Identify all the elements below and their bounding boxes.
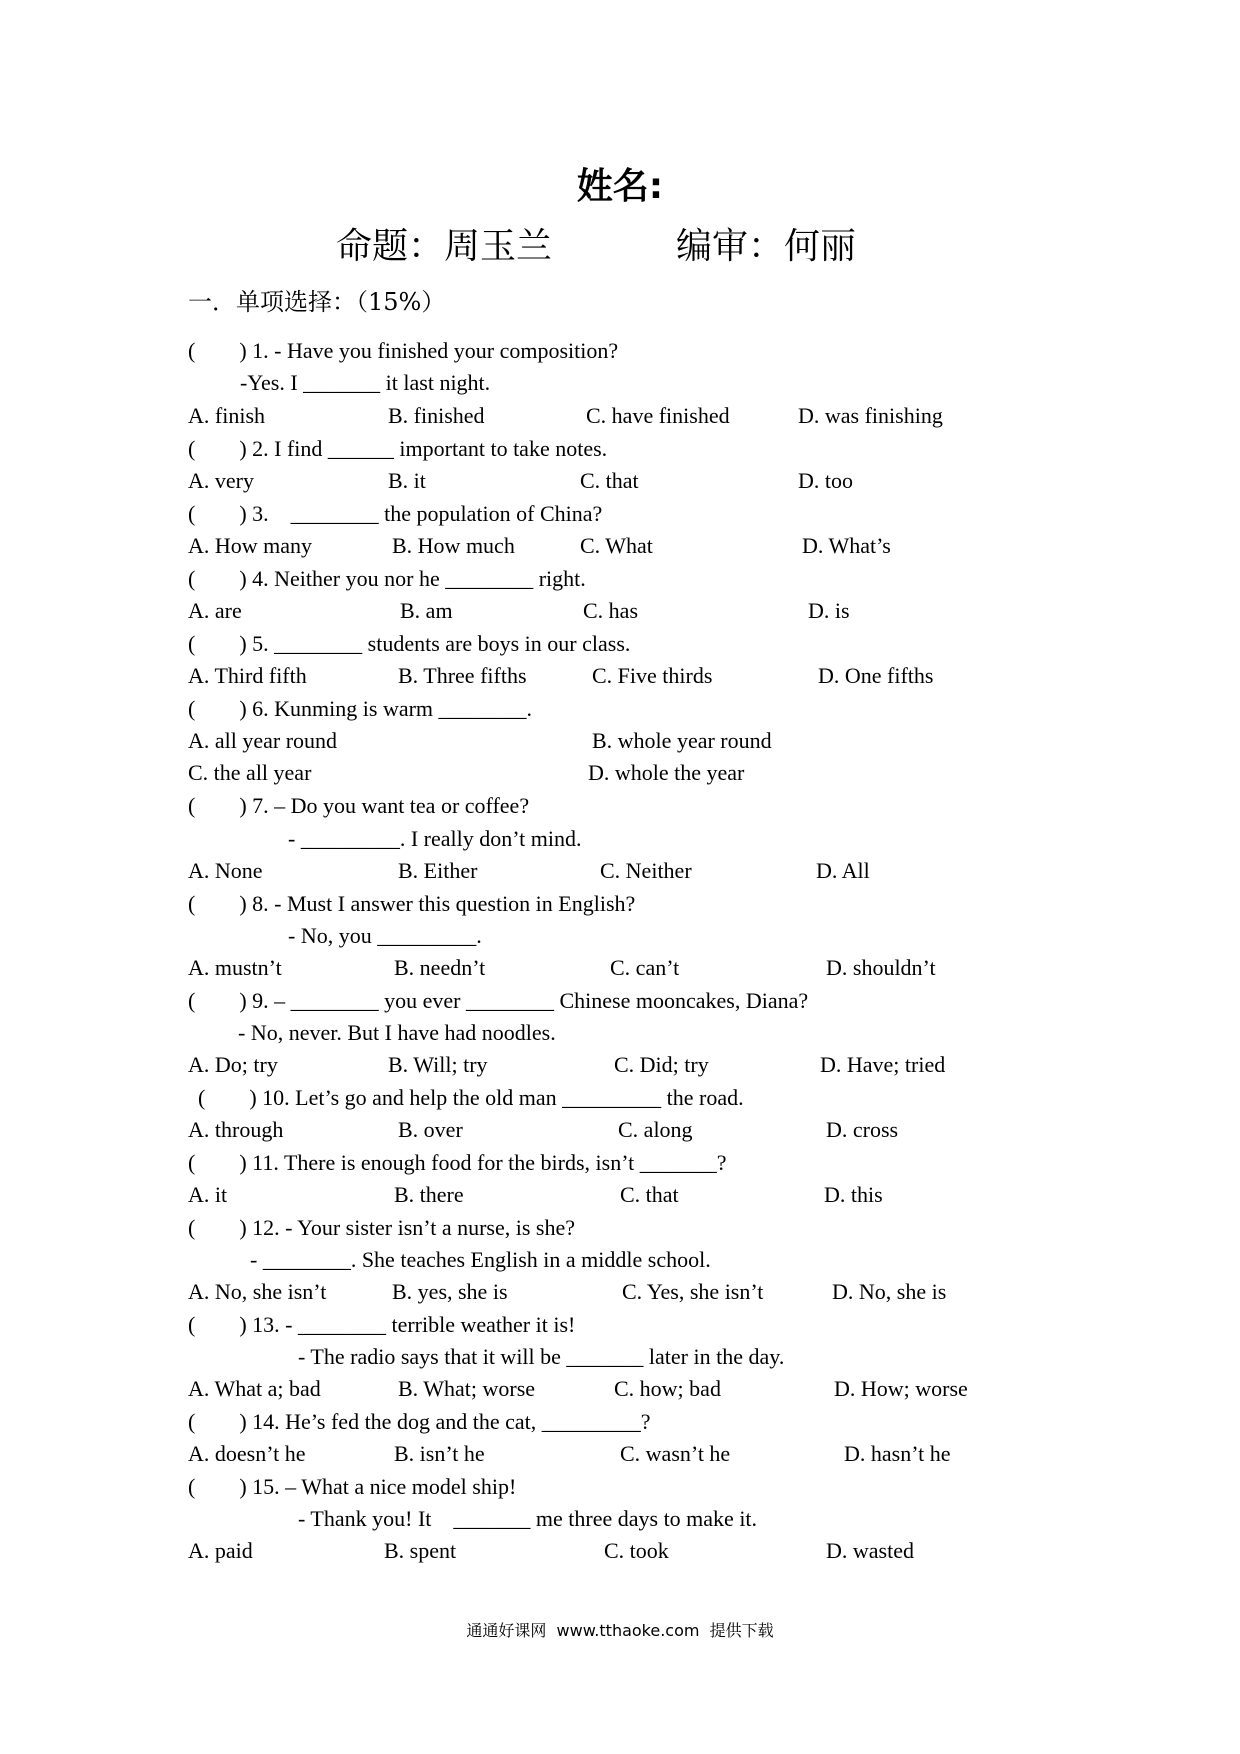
option-d: D. shouldn’t [826, 955, 936, 980]
option-b: B. needn’t [394, 955, 486, 980]
option-a: A. No, she isn’t [188, 1279, 327, 1304]
question-2: ( ) 2. I find ______ important to take notes. [188, 436, 608, 461]
option-b: B. How much [392, 533, 515, 558]
option-c: C. took [604, 1538, 669, 1563]
option-c: C. how; bad [614, 1376, 721, 1401]
option-c: C. that [620, 1182, 679, 1207]
question-4: ( ) 4. Neither you nor he ________ right. [188, 566, 586, 591]
option-d: D. How; worse [834, 1376, 968, 1401]
option-b: B. over [398, 1117, 463, 1142]
name-field-label: 姓名: [576, 166, 664, 207]
question-15-reply: - Thank you! It _______ me three days to make it. [298, 1506, 758, 1531]
option-a: A. finish [188, 403, 265, 428]
option-a: A. are [188, 598, 242, 623]
option-a: A. Third fifth [188, 663, 307, 688]
option-d: D. Have; tried [820, 1052, 946, 1077]
question-7-reply: - _________. I really don’t mind. [288, 826, 582, 851]
option-a: A. What a; bad [188, 1376, 321, 1401]
option-c: C. Yes, she isn’t [622, 1279, 764, 1304]
option-b: B. Will; try [388, 1052, 488, 1077]
option-c: C. have finished [586, 403, 730, 428]
option-c: C. has [583, 598, 638, 623]
option-d: D. No, she is [832, 1279, 947, 1304]
option-d: D. whole the year [588, 760, 745, 785]
option-a: A. None [188, 858, 263, 883]
option-c: C. the all year [188, 760, 312, 785]
option-c: C. What [580, 533, 653, 558]
option-b: B. whole year round [592, 728, 772, 753]
reviewer-label: 编审：何丽 [676, 226, 857, 267]
option-a: A. doesn’t he [188, 1441, 306, 1466]
option-b: B. Either [398, 858, 478, 883]
question-8-reply: - No, you _________. [288, 923, 482, 948]
option-b: B. am [400, 598, 453, 623]
question-1-reply: -Yes. I _______ it last night. [240, 370, 491, 395]
question-1: ( ) 1. - Have you finished your composition? [188, 338, 619, 363]
question-6: ( ) 6. Kunming is warm ________. [188, 696, 533, 721]
option-a: A. through [188, 1117, 284, 1142]
option-a: A. How many [188, 533, 313, 558]
question-11: ( ) 11. There is enough food for the birds, isn’t _______? [188, 1150, 727, 1175]
option-b: B. it [388, 468, 426, 493]
option-a: A. it [188, 1182, 228, 1207]
option-d: D. wasted [826, 1538, 914, 1563]
question-14: ( ) 14. He’s fed the dog and the cat, _________? [188, 1409, 651, 1434]
option-b: B. Three fifths [398, 663, 527, 688]
section-title: 一．单项选择：（15%） [188, 288, 446, 316]
option-b: B. isn’t he [394, 1441, 485, 1466]
option-c: C. wasn’t he [620, 1441, 731, 1466]
question-9-reply: - No, never. But I have had noodles. [238, 1020, 556, 1045]
option-a: A. mustn’t [188, 955, 282, 980]
option-d: D. All [816, 858, 870, 883]
option-a: A. Do; try [188, 1052, 278, 1077]
question-12-reply: - ________. She teaches English in a middle school. [250, 1247, 711, 1272]
question-15: ( ) 15. – What a nice model ship! [188, 1474, 517, 1499]
option-d: D. this [824, 1182, 883, 1207]
question-5: ( ) 5. ________ students are boys in our class. [188, 631, 631, 656]
option-b: B. yes, she is [392, 1279, 508, 1304]
option-c: C. can’t [610, 955, 680, 980]
option-d: D. cross [826, 1117, 899, 1142]
question-10: ( ) 10. Let’s go and help the old man _________ the road. [198, 1085, 744, 1110]
option-a: A. all year round [188, 728, 338, 753]
option-d: D. hasn’t he [844, 1441, 951, 1466]
option-b: B. spent [384, 1538, 457, 1563]
option-d: D. What’s [802, 533, 891, 558]
option-d: D. is [808, 598, 850, 623]
option-c: C. that [580, 468, 639, 493]
author-label: 命题：周玉兰 [336, 226, 553, 267]
option-a: A. paid [188, 1538, 253, 1563]
option-d: D. was finishing [798, 403, 943, 428]
option-c: C. Did; try [614, 1052, 709, 1077]
option-b: B. What; worse [398, 1376, 536, 1401]
option-c: C. along [618, 1117, 693, 1142]
option-a: A. very [188, 468, 254, 493]
question-8: ( ) 8. - Must I answer this question in English? [188, 891, 636, 916]
question-13-reply: - The radio says that it will be _______ later in the day. [298, 1344, 785, 1369]
question-13: ( ) 13. - ________ terrible weather it is! [188, 1312, 576, 1337]
question-7: ( ) 7. – Do you want tea or coffee? [188, 793, 530, 818]
option-c: C. Neither [600, 858, 692, 883]
option-c: C. Five thirds [592, 663, 713, 688]
option-b: B. there [394, 1182, 464, 1207]
option-d: D. One fifths [818, 663, 934, 688]
question-9: ( ) 9. – ________ you ever ________ Chinese mooncakes, Diana? [188, 988, 809, 1013]
option-b: B. finished [388, 403, 485, 428]
footer-source: 通通好课网 www.tthaoke.com 提供下载 [466, 1621, 774, 1640]
option-d: D. too [798, 468, 853, 493]
question-3: ( ) 3. ________ the population of China? [188, 501, 603, 526]
question-12: ( ) 12. - Your sister isn’t a nurse, is she? [188, 1215, 576, 1240]
